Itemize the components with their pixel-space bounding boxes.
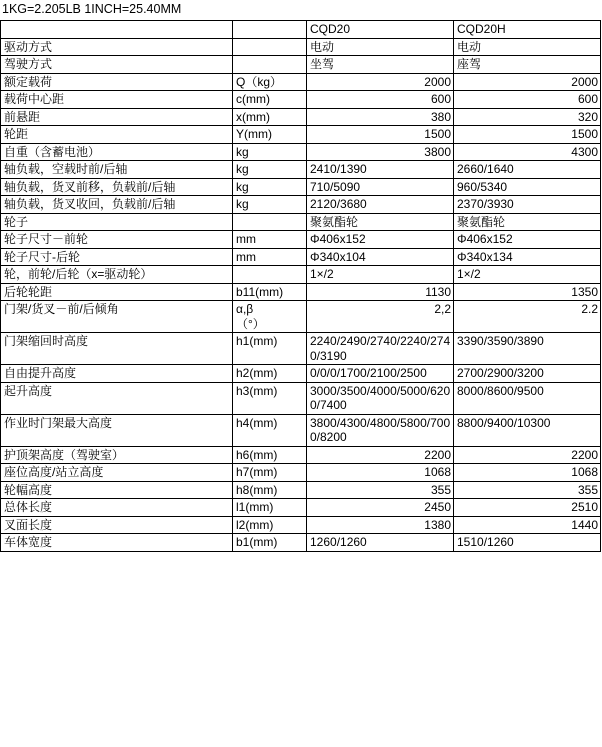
row-value-model-a: 1×/2	[307, 266, 454, 284]
table-row	[1, 213, 601, 231]
row-label: 前悬距	[1, 108, 233, 126]
table-row	[1, 365, 601, 383]
row-unit: Y(mm)	[233, 126, 307, 144]
table-row	[1, 499, 601, 517]
row-value-model-b: 电动	[454, 38, 601, 56]
row-unit: kg	[233, 161, 307, 179]
table-row	[1, 38, 601, 56]
row-value-model-a: 3800/4300/4800/5800/7000/8200	[307, 414, 454, 446]
row-label: 驱动方式	[1, 38, 233, 56]
table-row	[1, 481, 601, 499]
row-label: 轮子	[1, 213, 233, 231]
row-value-model-a: 1130	[307, 283, 454, 301]
row-value-model-b: 2660/1640	[454, 161, 601, 179]
table-row	[1, 108, 601, 126]
row-value-model-a: 1260/1260	[307, 534, 454, 552]
header-model-a: CQD20	[307, 21, 454, 39]
row-value-model-b: 960/5340	[454, 178, 601, 196]
row-value-model-b: 3390/3590/3890	[454, 333, 601, 365]
row-label: 轴负载，货叉前移，负载前/后轴	[1, 178, 233, 196]
row-value-model-a: 聚氨酯轮	[307, 213, 454, 231]
row-unit: kg	[233, 196, 307, 214]
table-row	[1, 161, 601, 179]
row-value-model-b: 1068	[454, 464, 601, 482]
row-value-model-b: 8000/8600/9500	[454, 382, 601, 414]
table-row	[1, 333, 601, 365]
row-value-model-a: 0/0/0/1700/2100/2500	[307, 365, 454, 383]
row-value-model-b: 2000	[454, 73, 601, 91]
row-value-model-b: 2370/3930	[454, 196, 601, 214]
header-unit-cell	[233, 21, 307, 39]
row-value-model-a: 710/5090	[307, 178, 454, 196]
table-row	[1, 382, 601, 414]
row-unit: h3(mm)	[233, 382, 307, 414]
row-value-model-a: 380	[307, 108, 454, 126]
row-unit: h7(mm)	[233, 464, 307, 482]
row-unit: c(mm)	[233, 91, 307, 109]
row-label: 后轮轮距	[1, 283, 233, 301]
row-label: 载荷中心距	[1, 91, 233, 109]
row-label: 轮子尺寸－前轮	[1, 231, 233, 249]
row-value-model-b: 320	[454, 108, 601, 126]
row-value-model-a: 600	[307, 91, 454, 109]
row-label: 轮幅高度	[1, 481, 233, 499]
row-value-model-a: 2240/2490/2740/2240/2740/3190	[307, 333, 454, 365]
row-unit: x(mm)	[233, 108, 307, 126]
row-label: 门架缩回时高度	[1, 333, 233, 365]
unit-conversion-note: 1KG=2.205LB 1INCH=25.40MM	[2, 2, 182, 16]
row-value-model-a: 1500	[307, 126, 454, 144]
row-label: 轴负载，空载时前/后轴	[1, 161, 233, 179]
table-row	[1, 248, 601, 266]
row-label: 护顶架高度（驾驶室）	[1, 446, 233, 464]
specification-table	[0, 20, 601, 552]
row-label: 自由提升高度	[1, 365, 233, 383]
row-label: 起升高度	[1, 382, 233, 414]
row-unit: h6(mm)	[233, 446, 307, 464]
row-value-model-b: 8800/9400/10300	[454, 414, 601, 446]
row-label: 车体宽度	[1, 534, 233, 552]
row-label: 轮子尺寸-后轮	[1, 248, 233, 266]
row-label: 驾驶方式	[1, 56, 233, 74]
table-row	[1, 464, 601, 482]
table-row	[1, 91, 601, 109]
row-unit: h4(mm)	[233, 414, 307, 446]
row-label: 门架/货叉－前/后倾角	[1, 301, 233, 333]
table-row	[1, 266, 601, 284]
row-value-model-a: Φ406x152	[307, 231, 454, 249]
row-unit: b11(mm)	[233, 283, 307, 301]
row-value-model-a: 1380	[307, 516, 454, 534]
row-value-model-b: 1440	[454, 516, 601, 534]
row-label: 叉面长度	[1, 516, 233, 534]
row-unit: b1(mm)	[233, 534, 307, 552]
row-value-model-b: 1500	[454, 126, 601, 144]
table-row	[1, 143, 601, 161]
row-value-model-a: 电动	[307, 38, 454, 56]
row-value-model-b: 1510/1260	[454, 534, 601, 552]
row-value-model-b: 355	[454, 481, 601, 499]
row-unit: kg	[233, 178, 307, 196]
header-label-cell	[1, 21, 233, 39]
row-unit: l2(mm)	[233, 516, 307, 534]
table-row	[1, 178, 601, 196]
row-unit: Q（kg）	[233, 73, 307, 91]
row-unit: kg	[233, 143, 307, 161]
row-value-model-b: 2700/2900/3200	[454, 365, 601, 383]
row-unit: α,β （°）	[233, 301, 307, 333]
row-value-model-b: 1350	[454, 283, 601, 301]
table-header-row	[1, 21, 601, 39]
row-unit: h1(mm)	[233, 333, 307, 365]
row-unit	[233, 56, 307, 74]
table-row	[1, 126, 601, 144]
row-label: 额定载荷	[1, 73, 233, 91]
row-label: 轴负载，货叉收回，负载前/后轴	[1, 196, 233, 214]
row-label: 座位高度/站立高度	[1, 464, 233, 482]
row-label: 轮距	[1, 126, 233, 144]
table-row	[1, 73, 601, 91]
row-value-model-b: Φ406x152	[454, 231, 601, 249]
row-label: 自重（含蓄电池）	[1, 143, 233, 161]
table-row	[1, 534, 601, 552]
row-unit: mm	[233, 231, 307, 249]
row-value-model-a: 2000	[307, 73, 454, 91]
row-value-model-a: Φ340x104	[307, 248, 454, 266]
row-value-model-b: 4300	[454, 143, 601, 161]
row-value-model-a: 2200	[307, 446, 454, 464]
table-row	[1, 196, 601, 214]
row-unit: h2(mm)	[233, 365, 307, 383]
table-row	[1, 301, 601, 333]
row-unit	[233, 213, 307, 231]
row-label: 作业时门架最大高度	[1, 414, 233, 446]
row-value-model-b: 2.2	[454, 301, 601, 333]
row-unit: h8(mm)	[233, 481, 307, 499]
row-unit	[233, 266, 307, 284]
row-unit: mm	[233, 248, 307, 266]
table-row	[1, 231, 601, 249]
row-value-model-a: 2410/1390	[307, 161, 454, 179]
table-row	[1, 414, 601, 446]
row-value-model-a: 2,2	[307, 301, 454, 333]
row-value-model-a: 355	[307, 481, 454, 499]
row-value-model-a: 2450	[307, 499, 454, 517]
row-value-model-a: 3800	[307, 143, 454, 161]
row-unit: l1(mm)	[233, 499, 307, 517]
row-value-model-b: 聚氨酯轮	[454, 213, 601, 231]
row-value-model-a: 2120/3680	[307, 196, 454, 214]
row-value-model-b: 1×/2	[454, 266, 601, 284]
row-value-model-b: 2510	[454, 499, 601, 517]
row-value-model-b: 600	[454, 91, 601, 109]
row-value-model-b: 2200	[454, 446, 601, 464]
row-value-model-a: 3000/3500/4000/5000/6200/7400	[307, 382, 454, 414]
row-unit	[233, 38, 307, 56]
table-row	[1, 283, 601, 301]
row-value-model-a: 坐驾	[307, 56, 454, 74]
row-value-model-b: 座驾	[454, 56, 601, 74]
row-value-model-b: Φ340x134	[454, 248, 601, 266]
table-row	[1, 446, 601, 464]
row-label: 总体长度	[1, 499, 233, 517]
header-model-b: CQD20H	[454, 21, 601, 39]
table-row	[1, 516, 601, 534]
row-label: 轮，前轮/后轮（x=驱动轮）	[1, 266, 233, 284]
row-value-model-a: 1068	[307, 464, 454, 482]
table-body	[1, 21, 601, 552]
table-row	[1, 56, 601, 74]
